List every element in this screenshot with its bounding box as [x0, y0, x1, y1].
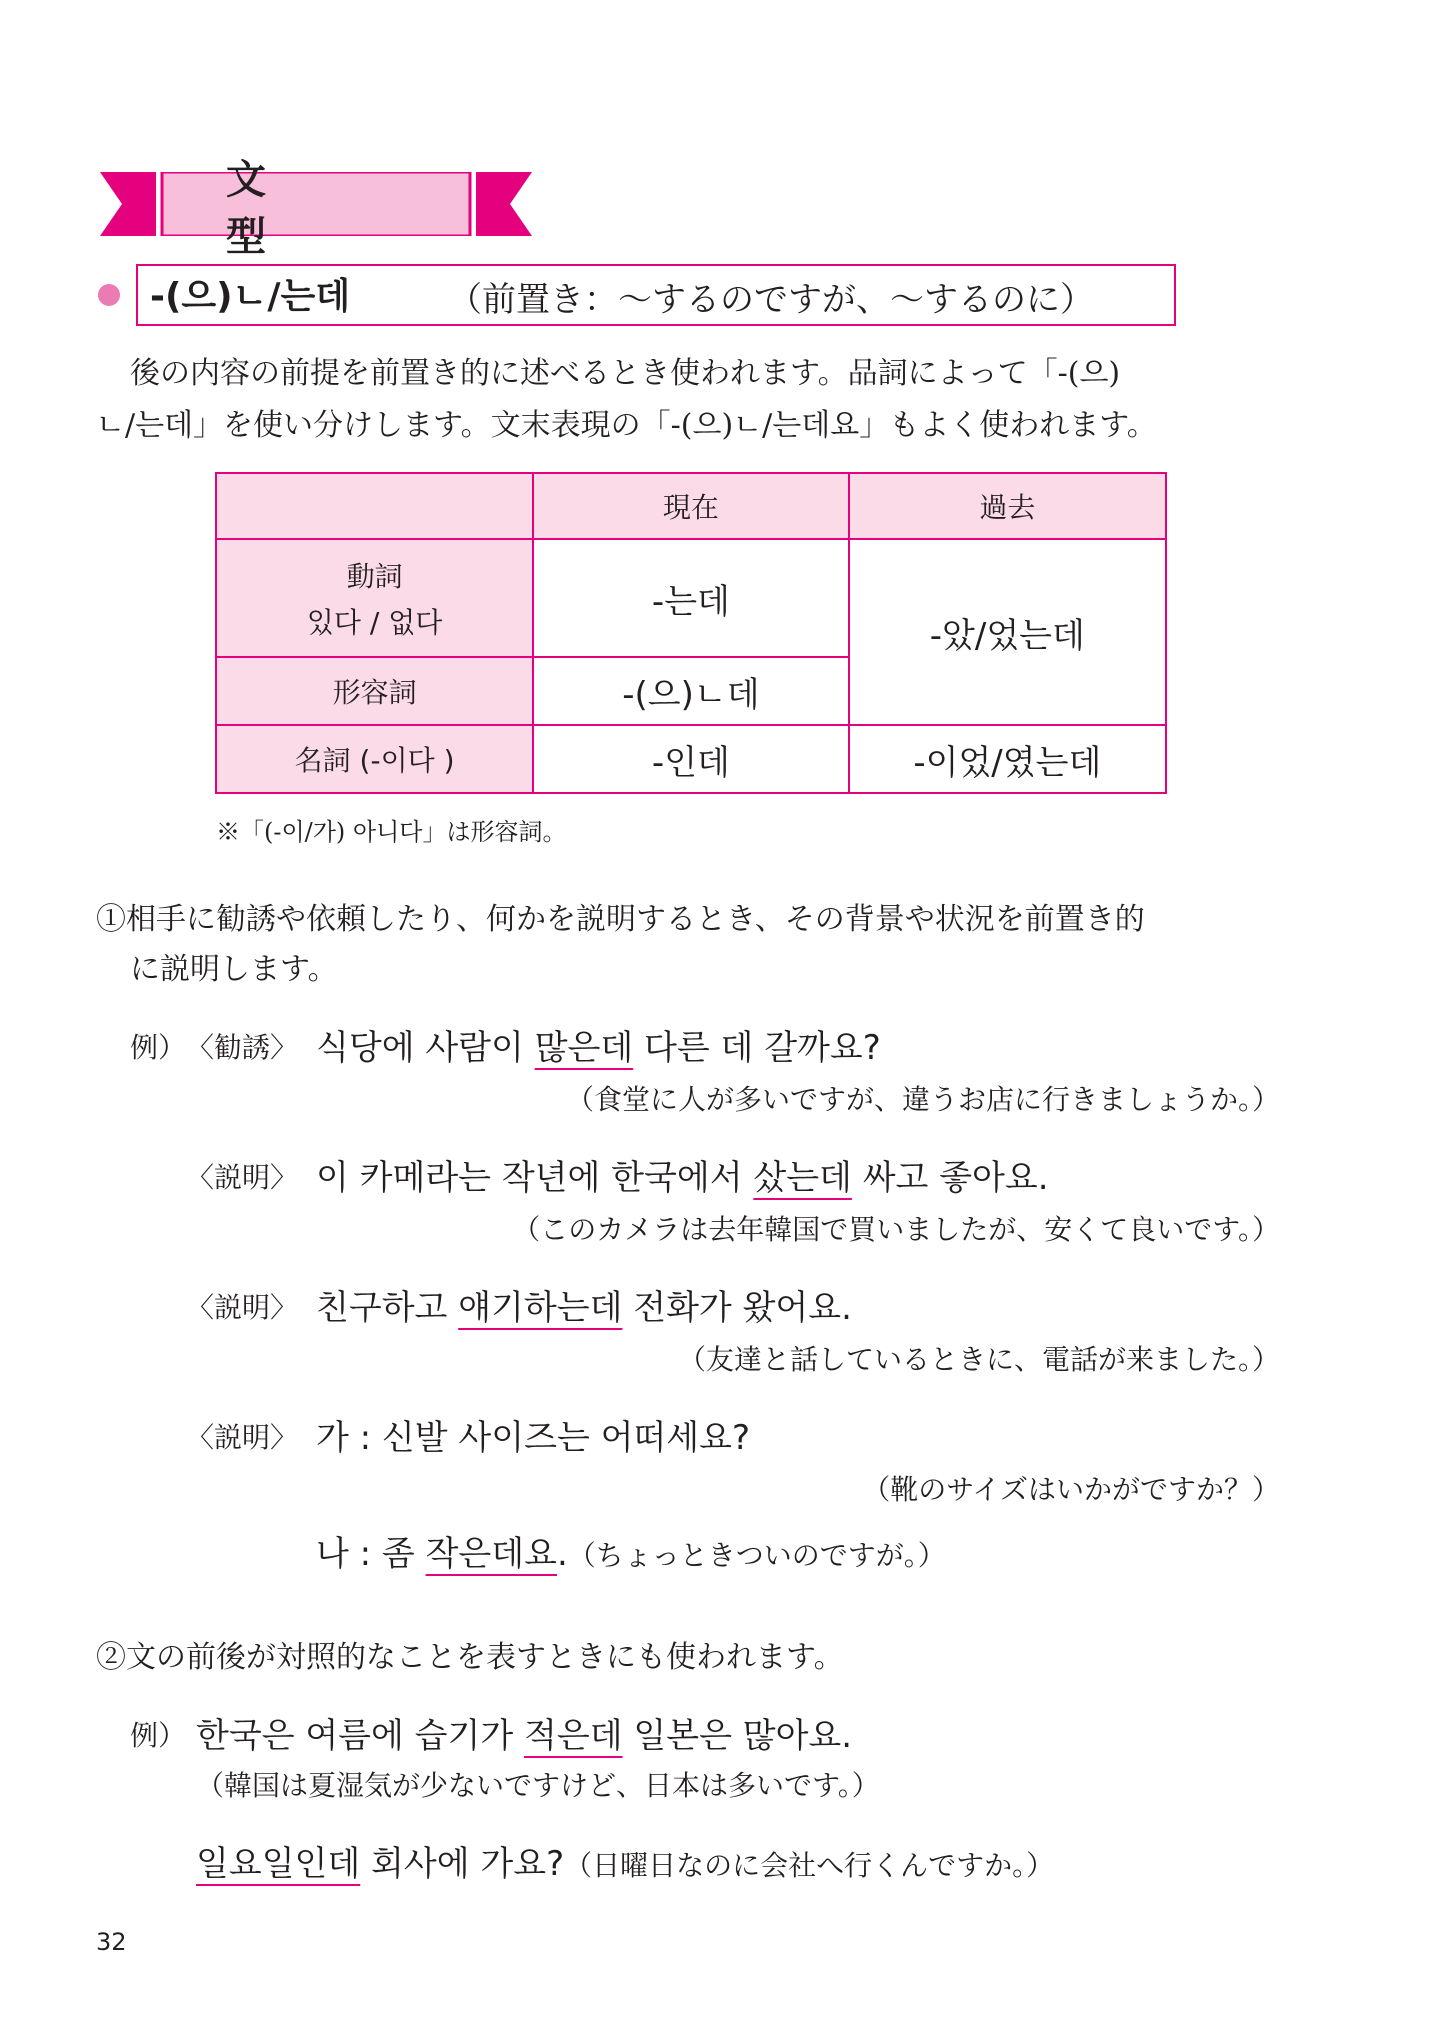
section1-line-1: ①相手に勧誘や依頼したり、何かを説明するとき、その背景や状況を前置き的 [96, 902, 1145, 937]
reply-target: 작은데요 [425, 1534, 557, 1574]
example-2-translation: （このカメラは去年韓国で買いましたが、安くて良いです。） [512, 1213, 1280, 1246]
s2-ex2-after: 회사에 가요? [360, 1844, 565, 1884]
table-row-verb-label [216, 539, 533, 657]
section2-example-1-korean [196, 1708, 852, 1757]
example-4-korean: 가 : 신발 사이즈는 어떠세요? [316, 1418, 751, 1458]
s2-ex1-target: 적은데 [524, 1716, 623, 1756]
pattern-form: -(으)ㄴ/는데 [150, 276, 351, 317]
example-1-after: 다른 데 갈까요? [633, 1028, 881, 1068]
example-3-before: 친구하고 [316, 1288, 459, 1328]
example-4-tag: 〈説明〉 [186, 1421, 299, 1454]
intro-line-1: 後の内容の前提を前置き的に述べるとき使われます。品詞によって「-(으) [130, 356, 1121, 391]
example-4-translation: （靴のサイズはいかがですか？） [862, 1473, 1280, 1506]
table-cell-verb-adj-past [849, 539, 1166, 725]
section2-line-1: ②文の前後が対照的なことを表すときにも使われます。 [96, 1640, 844, 1675]
example-1-tag: 〈勧誘〉 [186, 1031, 299, 1064]
page-number: 32 [96, 1928, 127, 1956]
section2-example-2-korean [196, 1836, 1054, 1885]
verb-present-form: -는데 [651, 581, 730, 622]
example-2-target: 샀는데 [753, 1158, 852, 1198]
reply-after: . [556, 1534, 568, 1574]
intro-line-2: ㄴ/는데」を使い分けします。文末表現の「-(으)ㄴ/는데요」もよく使われます。 [96, 408, 1157, 443]
table-cell-noun-present [533, 725, 848, 793]
row-verb-label-2: 있다 / 없다 [306, 606, 443, 639]
section2-example-1-translation: （韓国は夏湿気が少ないですけど、日本は多いです。） [196, 1769, 880, 1802]
verb-adj-past-form: -았/었는데 [929, 615, 1085, 656]
conjugation-table [215, 472, 1167, 794]
example-1-target: 많은데 [534, 1028, 634, 1068]
table-note: ※「(-이/가) 아니다」は形容詞。 [216, 818, 567, 846]
s2-ex2-target: 일요일인데 [196, 1844, 361, 1884]
example-2-korean [316, 1150, 1049, 1199]
row-verb-label-1: 動詞 [346, 560, 403, 593]
reply-translation: （ちょっときついのですが。） [567, 1539, 946, 1572]
table-row-adj-label [216, 657, 533, 725]
s2-ex1-after: 일본은 많아요. [622, 1716, 853, 1756]
pattern-gloss: （前置き：～するのですが、～するのに） [448, 280, 1094, 320]
s2-ex2-translation: （日曜日なのに会社へ行くんですか。） [564, 1849, 1055, 1882]
row-adj-label: 形容詞 [332, 676, 417, 709]
example-3-target: 얘기하는데 [458, 1288, 623, 1328]
section1-line-2: に説明します。 [130, 952, 338, 987]
table-cell-verb-present [533, 539, 848, 657]
example-4-reply [316, 1526, 946, 1575]
table-header-present [533, 473, 848, 539]
example-3-after: 전화가 왔어요. [622, 1288, 852, 1328]
example-3-translation: （友達と話しているときに、電話が来ました。） [677, 1343, 1280, 1376]
example-1-korean [316, 1020, 881, 1069]
example-3-tag: 〈説明〉 [186, 1291, 299, 1324]
s2-ex1-before: 한국은 여름에 습기가 [196, 1716, 525, 1756]
example-1-before: 식당에 사람이 [316, 1028, 535, 1068]
table-cell-adj-present [533, 657, 848, 725]
section-title: 文 型 [226, 157, 458, 260]
example-2-after: 싸고 좋아요. [851, 1158, 1049, 1198]
example-1-translation: （食堂に人が多いですが、違うお店に行きましょうか。） [565, 1083, 1280, 1116]
example-label: 例） [130, 1031, 187, 1064]
table-corner-cell [216, 473, 533, 539]
reply-before: 나 : 좀 [316, 1534, 426, 1574]
bullet-dot-icon [98, 284, 120, 306]
example-2-before: 이 카메라는 작년에 한국에서 [316, 1158, 754, 1198]
table-header-past [849, 473, 1166, 539]
example-2-tag: 〈説明〉 [186, 1161, 299, 1194]
table-row-noun-label [216, 725, 533, 793]
noun-past-form: -이었/였는데 [913, 742, 1102, 783]
table-cell-noun-past [849, 725, 1166, 793]
adj-present-form: -(으)ㄴ데 [622, 674, 760, 715]
section2-example-label: 例） [130, 1719, 187, 1752]
row-noun-label: 名詞 (-이다 ) [294, 744, 455, 777]
header-present-label: 現在 [662, 491, 719, 524]
example-3-korean [316, 1280, 852, 1329]
noun-present-form: -인데 [651, 742, 730, 783]
header-past-label: 過去 [979, 491, 1036, 524]
